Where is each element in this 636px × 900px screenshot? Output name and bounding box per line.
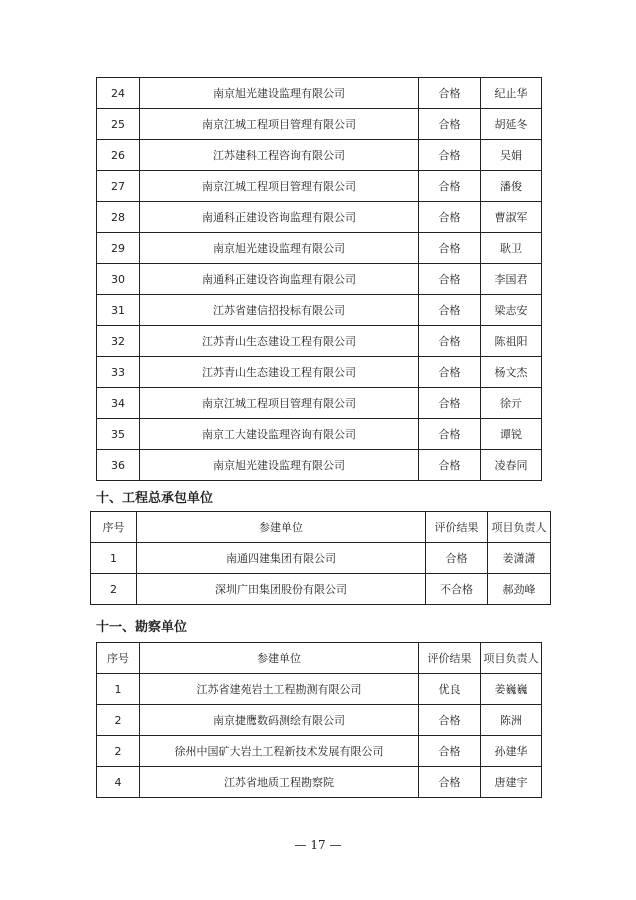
cell-person: 曹淑军 xyxy=(481,202,542,233)
cell-result: 合格 xyxy=(419,295,481,326)
cell-no: 27 xyxy=(97,171,140,202)
cell-result: 优良 xyxy=(419,674,481,705)
header-person: 项目负责人 xyxy=(481,643,542,674)
table-body xyxy=(97,78,542,481)
cell-result: 合格 xyxy=(419,233,481,264)
table-row xyxy=(97,357,542,388)
cell-result: 合格 xyxy=(419,140,481,171)
cell-no: 28 xyxy=(97,202,140,233)
cell-result: 合格 xyxy=(426,543,488,574)
page-number: — 17 — xyxy=(294,838,342,852)
cell-no: 4 xyxy=(97,767,140,798)
table-row xyxy=(97,233,542,264)
header-unit: 参建单位 xyxy=(140,643,419,674)
table-row xyxy=(97,450,542,481)
table-row xyxy=(97,767,542,798)
cell-unit: 深圳广田集团股份有限公司 xyxy=(137,574,426,605)
table-row xyxy=(97,736,542,767)
cell-no: 25 xyxy=(97,109,140,140)
cell-person: 徐亓 xyxy=(481,388,542,419)
cell-unit: 南京旭光建设监理有限公司 xyxy=(140,450,419,481)
cell-person: 耿卫 xyxy=(481,233,542,264)
cell-unit: 南京旭光建设监理有限公司 xyxy=(140,233,419,264)
cell-result: 合格 xyxy=(419,419,481,450)
general-contractor-table xyxy=(90,511,551,605)
cell-result: 合格 xyxy=(419,202,481,233)
table-row xyxy=(97,264,542,295)
cell-person: 纪止华 xyxy=(481,78,542,109)
section-10-heading: 十、工程总承包单位 xyxy=(96,491,214,506)
cell-result: 合格 xyxy=(419,767,481,798)
cell-unit: 南京工大建设监理咨询有限公司 xyxy=(140,419,419,450)
cell-unit: 南通四建集团有限公司 xyxy=(137,543,426,574)
cell-person: 杨文杰 xyxy=(481,357,542,388)
cell-no: 33 xyxy=(97,357,140,388)
table-row xyxy=(97,171,542,202)
cell-unit: 南通科正建设咨询监理有限公司 xyxy=(140,264,419,295)
cell-person: 唐建宇 xyxy=(481,767,542,798)
cell-person: 胡延冬 xyxy=(481,109,542,140)
cell-no: 30 xyxy=(97,264,140,295)
cell-no: 34 xyxy=(97,388,140,419)
cell-unit: 江苏省地质工程勘察院 xyxy=(140,767,419,798)
cell-person: 孙建华 xyxy=(481,736,542,767)
table-row xyxy=(97,674,542,705)
cell-result: 合格 xyxy=(419,171,481,202)
cell-no: 36 xyxy=(97,450,140,481)
cell-person: 梁志安 xyxy=(481,295,542,326)
cell-unit: 徐州中国矿大岩土工程新技术发展有限公司 xyxy=(140,736,419,767)
cell-no: 26 xyxy=(97,140,140,171)
header-unit: 参建单位 xyxy=(137,512,426,543)
section-11-heading: 十一、勘察单位 xyxy=(96,620,188,635)
cell-person: 郝劲峰 xyxy=(488,574,551,605)
table-header xyxy=(91,512,551,543)
table-row xyxy=(91,574,551,605)
cell-no: 31 xyxy=(97,295,140,326)
cell-no: 2 xyxy=(97,736,140,767)
cell-no: 29 xyxy=(97,233,140,264)
header-result: 评价结果 xyxy=(426,512,488,543)
cell-unit: 南京江城工程项目管理有限公司 xyxy=(140,109,419,140)
cell-no: 1 xyxy=(91,543,137,574)
table-header xyxy=(97,643,542,674)
table-body xyxy=(97,674,542,798)
cell-unit: 南京捷鹰数码测绘有限公司 xyxy=(140,705,419,736)
cell-unit: 南京江城工程项目管理有限公司 xyxy=(140,171,419,202)
table-row xyxy=(97,140,542,171)
cell-unit: 江苏青山生态建设工程有限公司 xyxy=(140,357,419,388)
supervision-units-table-continued xyxy=(96,77,542,481)
table-row xyxy=(97,419,542,450)
cell-unit: 江苏省建信招投标有限公司 xyxy=(140,295,419,326)
cell-result: 合格 xyxy=(419,109,481,140)
cell-unit: 南通科正建设咨询监理有限公司 xyxy=(140,202,419,233)
cell-no: 2 xyxy=(91,574,137,605)
cell-person: 姜潇潇 xyxy=(488,543,551,574)
header-result: 评价结果 xyxy=(419,643,481,674)
cell-no: 2 xyxy=(97,705,140,736)
cell-result: 不合格 xyxy=(426,574,488,605)
table-row xyxy=(97,78,542,109)
cell-result: 合格 xyxy=(419,736,481,767)
cell-result: 合格 xyxy=(419,705,481,736)
cell-person: 姜巍巍 xyxy=(481,674,542,705)
cell-unit: 江苏建科工程咨询有限公司 xyxy=(140,140,419,171)
cell-unit: 南京旭光建设监理有限公司 xyxy=(140,78,419,109)
table-row xyxy=(97,295,542,326)
cell-person: 陈洲 xyxy=(481,705,542,736)
cell-person: 李国君 xyxy=(481,264,542,295)
header-row xyxy=(97,643,542,674)
cell-no: 1 xyxy=(97,674,140,705)
header-no: 序号 xyxy=(97,643,140,674)
cell-unit: 南京江城工程项目管理有限公司 xyxy=(140,388,419,419)
header-no: 序号 xyxy=(91,512,137,543)
cell-person: 谭锐 xyxy=(481,419,542,450)
table-row xyxy=(97,326,542,357)
table-row xyxy=(91,543,551,574)
cell-result: 合格 xyxy=(419,450,481,481)
cell-person: 陈祖阳 xyxy=(481,326,542,357)
cell-result: 合格 xyxy=(419,264,481,295)
header-person: 项目负责人 xyxy=(488,512,551,543)
cell-no: 32 xyxy=(97,326,140,357)
cell-person: 凌春同 xyxy=(481,450,542,481)
cell-unit: 江苏省建苑岩土工程勘测有限公司 xyxy=(140,674,419,705)
header-row xyxy=(91,512,551,543)
table-row xyxy=(97,109,542,140)
table-body xyxy=(91,543,551,605)
cell-person: 潘俊 xyxy=(481,171,542,202)
cell-no: 24 xyxy=(97,78,140,109)
cell-result: 合格 xyxy=(419,78,481,109)
cell-result: 合格 xyxy=(419,388,481,419)
cell-person: 吴娟 xyxy=(481,140,542,171)
table-row xyxy=(97,388,542,419)
table-row xyxy=(97,705,542,736)
table-row xyxy=(97,202,542,233)
cell-unit: 江苏青山生态建设工程有限公司 xyxy=(140,326,419,357)
cell-result: 合格 xyxy=(419,326,481,357)
cell-result: 合格 xyxy=(419,357,481,388)
cell-no: 35 xyxy=(97,419,140,450)
survey-units-table xyxy=(96,642,542,798)
